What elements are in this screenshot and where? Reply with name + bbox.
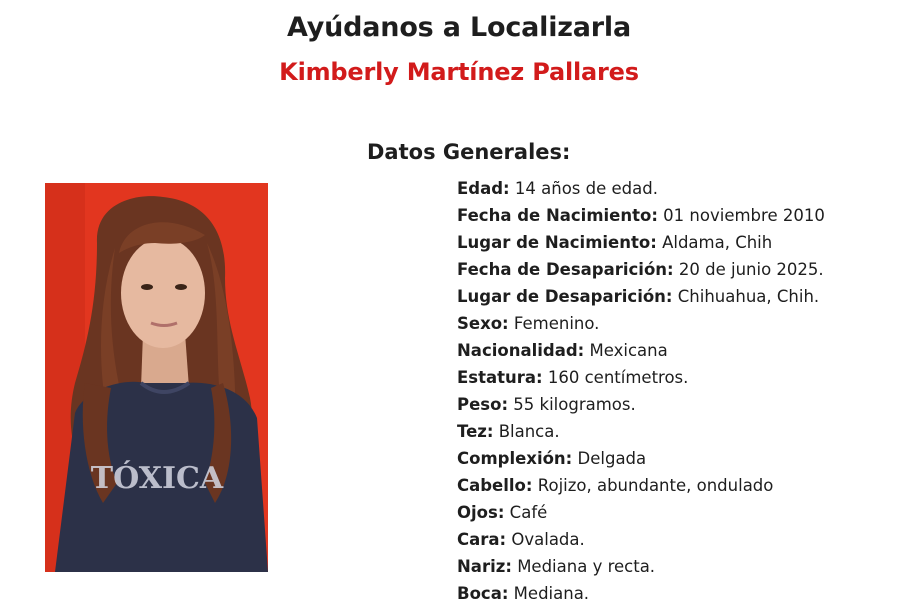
missing-person-name: Kimberly Martínez Pallares	[279, 58, 639, 86]
list-item: Estatura: 160 centímetros.	[457, 368, 689, 387]
list-item: Sexo: Femenino.	[457, 314, 600, 333]
shirt-print-text: TÓXICA	[90, 461, 224, 496]
list-item: Cara: Ovalada.	[457, 530, 585, 549]
list-item: Fecha de Nacimiento: 01 noviembre 2010	[457, 206, 825, 225]
list-item: Complexión: Delgada	[457, 449, 647, 468]
list-item: Edad: 14 años de edad.	[457, 179, 658, 198]
person-photo	[45, 183, 268, 572]
list-item: Fecha de Desaparición: 20 de junio 2025.	[457, 260, 824, 279]
list-item: Nacionalidad: Mexicana	[457, 341, 668, 360]
general-data-list	[457, 178, 825, 610]
page-title: Ayúdanos a Localizarla	[287, 12, 631, 43]
list-item: Peso: 55 kilogramos.	[457, 395, 636, 414]
section-heading: Datos Generales:	[367, 140, 571, 164]
list-item: Nariz: Mediana y recta.	[457, 557, 656, 576]
list-item: Boca: Mediana.	[457, 584, 590, 603]
list-item: Lugar de Desaparición: Chihuahua, Chih.	[457, 287, 820, 306]
list-item: Lugar de Nacimiento: Aldama, Chih	[457, 233, 773, 252]
list-item: Cabello: Rojizo, abundante, ondulado	[457, 476, 774, 495]
list-item: Tez: Blanca.	[457, 422, 560, 441]
list-item: Ojos: Café	[457, 503, 548, 522]
